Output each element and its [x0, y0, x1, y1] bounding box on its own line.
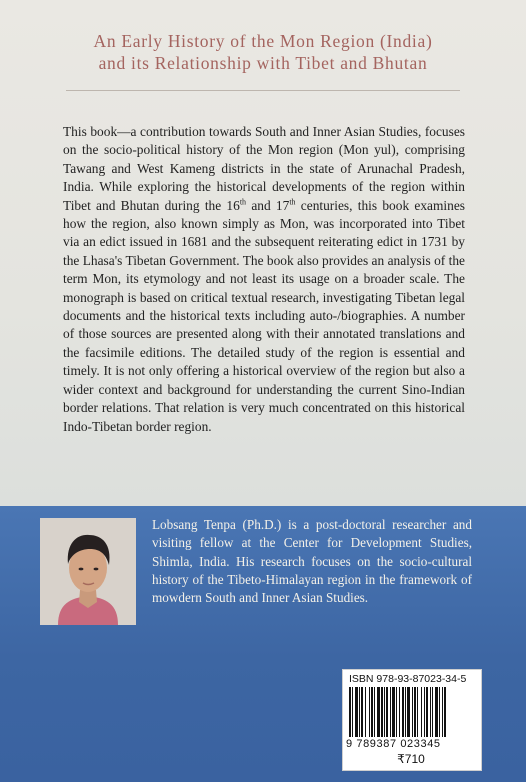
description-text-1: This book—a contribution towards South and Inner Asian Studies, focuses on the socio-political history of the Mon region (Mon yul), comprising Tawang and West Kameng districts in the state of Arunachal Pradesh, India. While exploring the historical developments of the region within Tibet and Bhutan during the 16: [63, 124, 465, 213]
barcode-digits: 9 789387 023345: [346, 738, 441, 750]
description-text-3: centuries, this book examines how the region, also known simply as Mon, was incorporated into Tibet via an edict issued in 1681 and the subsequent reiterating edict in 1731 by the Lhasa's Tibetan Government. The book also provides an analysis of the term Mon, its etymology and not least its usage on a broader scale. The monograph is based on critical textual research, investigating Tibetan legal documents and the historical texts including auto-/biographies. A number of those sources are presented along with their annotated translations and the facsimile editions. The detailed study of the region is essential and timely. It is not only offering a historical overview of the region but also a wider context and background for understanding the current Sino-Indian border relations. That relation is very much concentrated on this historical Indo-Tibetan border region.: [63, 197, 465, 434]
author-bio: Lobsang Tenpa (Ph.D.) is a post-doctoral researcher and visiting fellow at the Center for Development Studies, Shimla, India. His research focuses on the socio-cultural history of the Tibeto-Himalayan region in the framework of mowdern South and Inner Asian Studies.: [152, 517, 472, 606]
superscript-th-1: th: [239, 197, 247, 207]
title-line-2: and its Relationship with Tibet and Bhutan: [98, 53, 428, 73]
isbn-label: ISBN 978-93-87023-34-5: [349, 673, 467, 685]
description-text-2: and 17: [246, 197, 290, 213]
superscript-th-2: th: [289, 197, 296, 207]
price-label: ₹710: [397, 752, 425, 766]
title-line-1: An Early History of the Mon Region (India): [93, 31, 433, 51]
book-title: [0, 30, 526, 74]
author-photo: [40, 518, 136, 625]
portrait-photo-icon: [40, 518, 136, 625]
title-divider: [66, 90, 460, 91]
book-description: [63, 123, 465, 436]
barcode-icon: [349, 687, 475, 737]
isbn-barcode-box: [342, 669, 482, 771]
